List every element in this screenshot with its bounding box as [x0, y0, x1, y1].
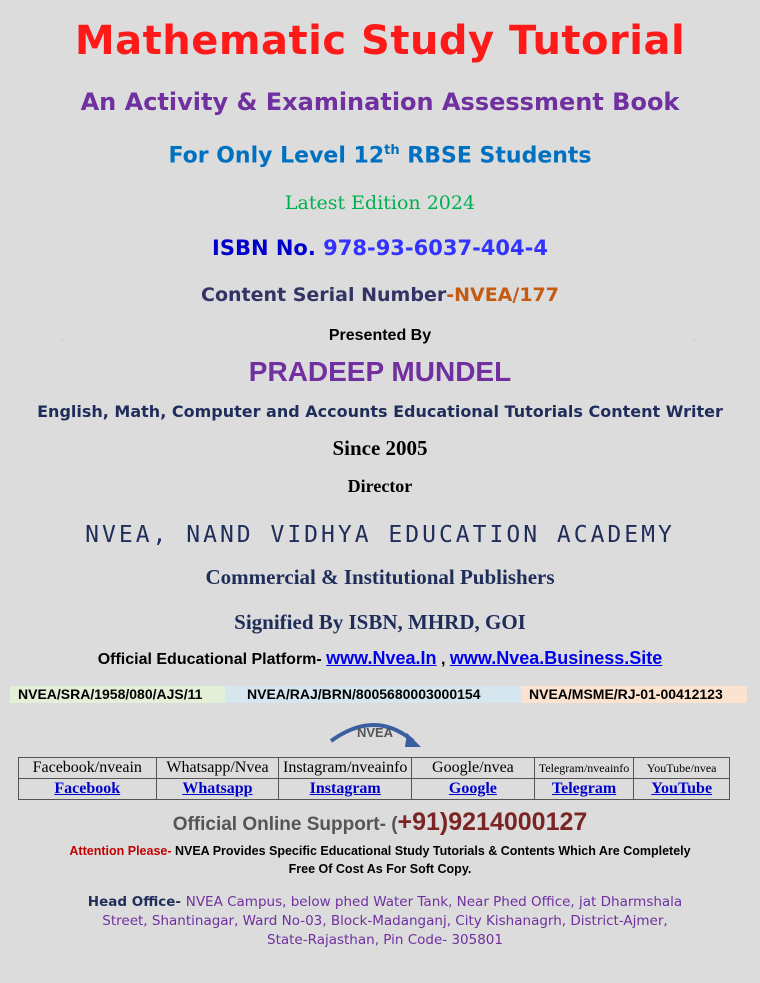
decor-dot-left: .: [62, 335, 64, 342]
instagram-link[interactable]: Instagram: [309, 780, 381, 797]
office-label: Head Office-: [87, 894, 186, 910]
publishers-line: Commercial & Institutional Publishers: [205, 565, 555, 589]
registration-bar: [10, 686, 747, 703]
decor-dot-right: .: [694, 335, 696, 342]
signified-line: Signified By ISBN, MHRD, GOI: [234, 610, 526, 634]
book-subtitle: An Activity & Examination Assessment Book: [80, 88, 680, 116]
platform-link-nvea-in[interactable]: www.Nvea.In: [326, 648, 437, 668]
level-prefix: For Only Level 12: [168, 143, 385, 169]
nvea-badge-label: NVEA: [356, 725, 394, 740]
level-suffix: RBSE Students: [399, 143, 592, 169]
author-name: PRADEEP MUNDEL: [248, 356, 512, 387]
youtube-link[interactable]: YouTube: [651, 780, 713, 797]
facebook-link[interactable]: Facebook: [54, 780, 121, 797]
registration-code: NVEA/SRA/1958/080/AJS/11: [10, 686, 225, 703]
social-link-cell: [279, 779, 412, 800]
support-phone: +91)9214000127: [397, 808, 588, 836]
social-handle: Instagram/nveainfo: [279, 758, 412, 779]
social-link-cell: [634, 779, 730, 800]
edition-line: Latest Edition 2024: [284, 192, 476, 214]
presented-by: Presented By: [328, 327, 432, 344]
platform-link-business-site[interactable]: www.Nvea.Business.Site: [449, 648, 663, 668]
registration-code: NVEA/MSME/RJ-01-00412123: [521, 686, 747, 703]
attention-note: [60, 842, 700, 878]
registration-code: NVEA/RAJ/BRN/8005680003000154: [225, 686, 521, 703]
platform-separator: ,: [436, 651, 450, 668]
academy-name: NVEA, NAND VIDHYA EDUCATION ACADEMY: [85, 522, 675, 548]
book-title: Mathematic Study Tutorial: [74, 18, 686, 64]
head-office-address: [80, 893, 690, 950]
platform-line: [0, 648, 760, 669]
office-text: NVEA Campus, below phed Water Tank, Near Phed Office, jat Dharmshala Street, Shantinagar, Ward No-03, Block-Madanganj, City Kishanagrh, District-Ajmer, State-Rajasthan, Pin Code- 305801: [102, 894, 683, 948]
google-link[interactable]: Google: [448, 780, 497, 797]
isbn-line: [0, 236, 760, 260]
isbn-label: ISBN No.: [212, 236, 324, 260]
writer-line: English, Math, Computer and Accounts Educational Tutorials Content Writer: [37, 402, 723, 421]
social-link-cell: [156, 779, 279, 800]
telegram-link[interactable]: Telegram: [551, 780, 617, 797]
social-handles-row: [19, 758, 730, 779]
attention-text: NVEA Provides Specific Educational Study Tutorials & Contents Which Are Completely Free Of Cost As For Soft Copy.: [174, 844, 691, 876]
level-sup: th: [384, 143, 400, 158]
social-handle: YouTube/nvea: [634, 758, 730, 779]
social-handle: Facebook/nveain: [19, 758, 157, 779]
social-links-row: [19, 779, 730, 800]
social-handle: Telegram/nveainfo: [534, 758, 634, 779]
role-line: Director: [347, 476, 413, 496]
serial-label: Content Serial Number: [201, 284, 447, 306]
support-label: Official Online Support- (: [172, 814, 398, 835]
social-handle: Whatsapp/Nvea: [156, 758, 279, 779]
whatsapp-link[interactable]: Whatsapp: [182, 780, 253, 797]
level-line: [0, 143, 760, 168]
social-table: [18, 757, 730, 800]
isbn-number: 978-93-6037-404-4: [323, 236, 548, 260]
platform-label: Official Educational Platform-: [97, 651, 327, 668]
social-link-cell: [412, 779, 535, 800]
since-line: Since 2005: [332, 436, 428, 460]
social-link-cell: [19, 779, 157, 800]
social-link-cell: [534, 779, 634, 800]
attention-label: Attention Please-: [69, 844, 175, 858]
support-line: [0, 808, 760, 837]
serial-line: [0, 284, 760, 306]
serial-code: -NVEA/177: [446, 284, 559, 306]
social-handle: Google/nvea: [412, 758, 535, 779]
